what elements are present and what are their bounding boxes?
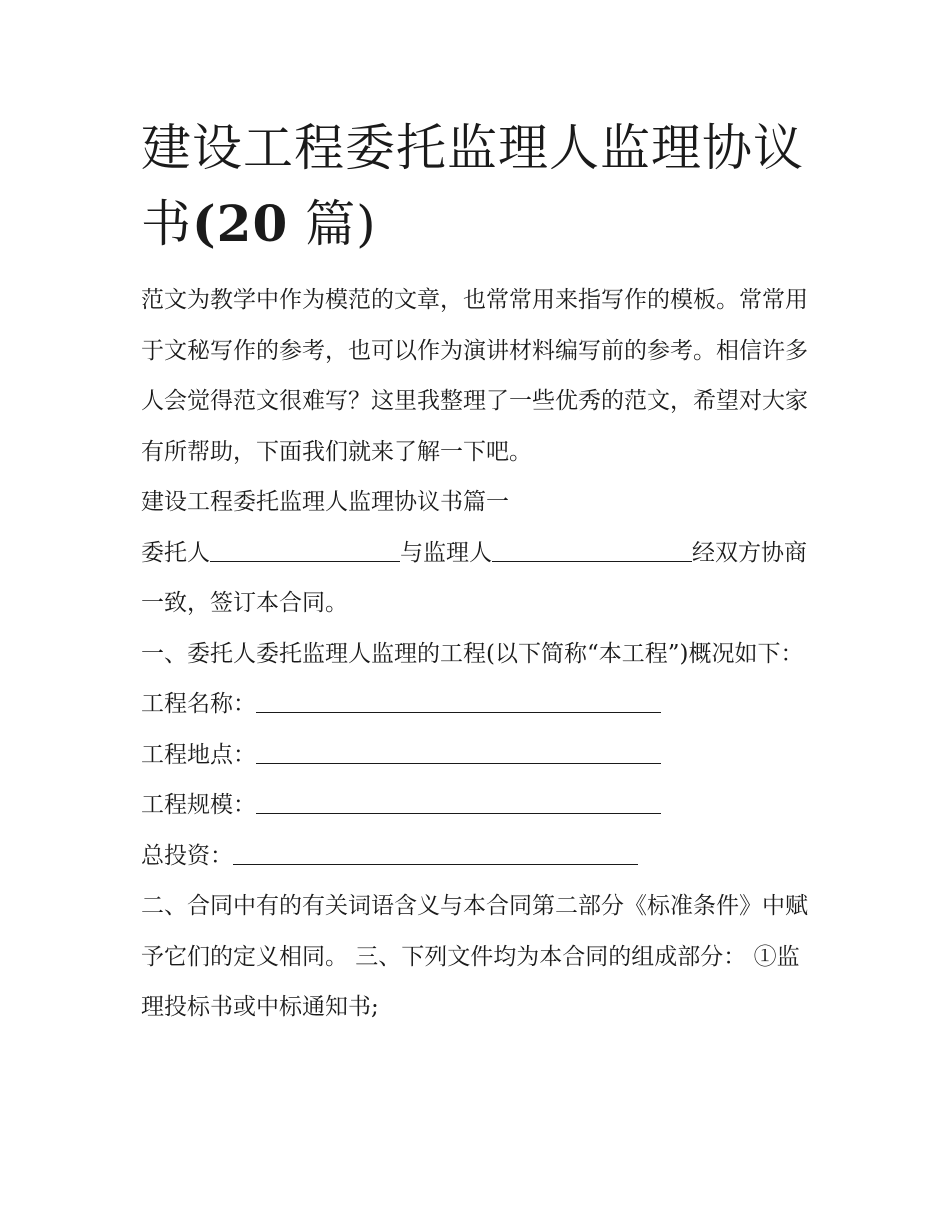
total-investment-blank-line	[233, 842, 638, 865]
project-location-label: 工程地点：	[141, 741, 256, 768]
supervisor-blank-line	[492, 539, 692, 562]
parties-agreement-text: 经双方协商一致，签订本合同。	[141, 539, 807, 616]
field-project-name	[141, 679, 813, 730]
client-label: 委托人	[141, 539, 210, 566]
document-body	[141, 275, 813, 1033]
clause-1: 一、委托人委托监理人监理的工程(以下简称“本工程”)概况如下：	[141, 640, 804, 667]
field-project-scale	[141, 780, 813, 831]
field-project-location	[141, 730, 813, 781]
client-blank-line	[210, 539, 400, 562]
project-scale-label: 工程规模：	[141, 792, 256, 818]
title-line-2-number: (20	[192, 194, 289, 253]
field-total-investment	[141, 831, 813, 882]
project-name-label: 工程名称：	[141, 691, 256, 717]
section-heading: 建设工程委托监理人监理协议书篇一	[141, 489, 509, 515]
project-scale-blank-line	[256, 791, 661, 814]
supervisor-label: 与监理人	[400, 539, 492, 566]
total-investment-label: 总投资：	[141, 842, 233, 869]
title-line-1: 建设工程委托监理人监理协议	[141, 119, 804, 177]
document-title	[141, 110, 821, 262]
title-line-2-suffix: 篇)	[288, 195, 377, 253]
clause-2-3: 二、合同中有的有关词语含义与本合同第二部分《标准条件》中赋予它们的定义相同。 三、下列文件均为本合同的组成部分： ①监理投标书或中标通知书;	[141, 893, 808, 1020]
intro-paragraph: 范文为教学中作为模范的文章，也常常用来指写作的模板。常常用于文秘写作的参考，也可以作为演讲材料编写前的参考。相信许多人会觉得范文很难写？这里我整理了一些优秀的范文，希望对大家有所帮助，下面我们就来了解一下吧。	[141, 287, 808, 465]
project-name-blank-line	[256, 690, 661, 713]
title-line-2-prefix: 书	[141, 195, 192, 253]
parties-paragraph	[141, 528, 813, 629]
project-location-blank-line	[256, 741, 661, 764]
